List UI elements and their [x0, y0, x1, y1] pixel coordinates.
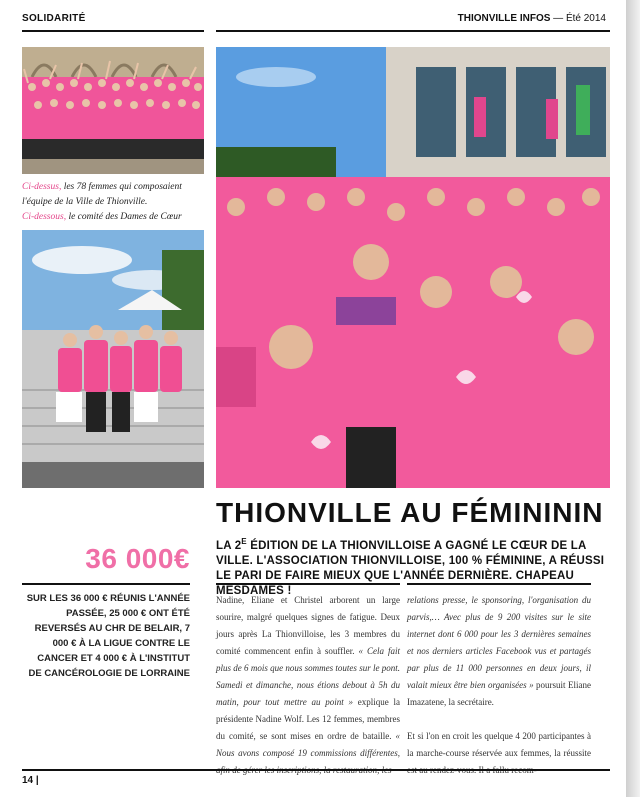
- highlight-amount: 36 000€: [85, 543, 190, 574]
- caption-text-below: le comité des Dames de Cœur: [66, 212, 182, 222]
- col2-p2: Et si l'on en croit les quelque 4 200 participantes à la marche-course réservée aux femmes, la réussite: [407, 731, 591, 758]
- section-label: SOLIDARITÉ: [22, 13, 86, 24]
- article-column-1: [216, 592, 400, 779]
- lead-paragraph: [216, 534, 611, 599]
- page-number: 14 |: [22, 775, 39, 786]
- sidebox-rule-top: [22, 583, 190, 585]
- magazine-header: [366, 13, 626, 24]
- column1-rule-top: [216, 583, 400, 585]
- caption-prefix-below: Ci-dessous,: [22, 212, 67, 222]
- photo-committee: [22, 230, 204, 488]
- sidebox-text: SUR LES 36 000 € RÉUNIS L'ANNÉE PASSÉE, 25 000 € ONT ÉTÉ REVERSÉS AU CHR DE BELAIR, 7 000 € À LA LIGUE CONTRE LE CANCER ET 4 000 € À L'INSTITUT DE CANCÉROLOGIE DE LORRAINE: [26, 593, 190, 679]
- lead-part1: LA 2: [216, 539, 242, 552]
- page-edge-shadow: [626, 0, 640, 797]
- header-rule-right: [216, 30, 610, 32]
- col2-quote1: relations presse, le sponsoring, l'organisation du parvis,… Avec plus de 9 200 visites sur le site internet dont 6 000 pour les 3 dernières semaines et nos derniers articles Facebook vus et partagés par plus de 11 000 personnes en deux jours, il valait mieux être bien organisées »: [407, 595, 591, 690]
- col2-p1: poursuit Eliane Imazatene, la secrétaire.: [407, 680, 591, 707]
- caption-prefix-above: Ci-dessus,: [22, 182, 62, 192]
- footer-rule: [22, 769, 610, 771]
- article-column-2: [407, 592, 591, 779]
- photo-crowd: [216, 47, 610, 488]
- header-rule-left: [22, 30, 204, 32]
- header-dash: —: [553, 13, 564, 24]
- column2-rule-top: [407, 583, 591, 585]
- headline: THIONVILLE AU FÉMINININ: [216, 497, 604, 528]
- col1-p1: Nadine, Eliane et Christel arborent un large sourire, malgré quelques signes de fatigue. Deux jours après La Thionvilloise, les 3 membres du comité commencent enfin à souffler.: [216, 595, 400, 656]
- col1-quote2: « Nous avons composé 19 commissions différentes,: [216, 731, 400, 758]
- caption-text-above: les 78 femmes qui composaient l'équipe de la Ville de Thionville.: [22, 182, 182, 207]
- issue-season: Été 2014: [565, 13, 606, 24]
- photo-team: [22, 47, 204, 174]
- magazine-name: THIONVILLE INFOS: [457, 13, 551, 24]
- lead-part2: ÉDITION DE LA THIONVILLOISE A GAGNÉ LE CŒUR DE LA VILLE. L'ASSOCIATION THIONVILLOISE, 100 % FÉMININE, A RÉUSSI LE PARI DE FAIRE MIEUX QUE L'ANNÉE DERNIÈRE. CHAPEAU MESDAMES !: [216, 539, 605, 597]
- lead-sup: E: [241, 537, 247, 546]
- photo-caption: [22, 180, 207, 225]
- col1-p2: explique la présidente Nadine Wolf. Les 12 femmes, membres du comité, se sont mises en ordre de bataille.: [216, 697, 400, 741]
- col1-quote1: « Cela fait plus de 6 mois que nous sommes toutes sur le pont. Samedi et dimanche, nous étions debout à 5h du matin, pour tout mettre au point »: [216, 646, 400, 707]
